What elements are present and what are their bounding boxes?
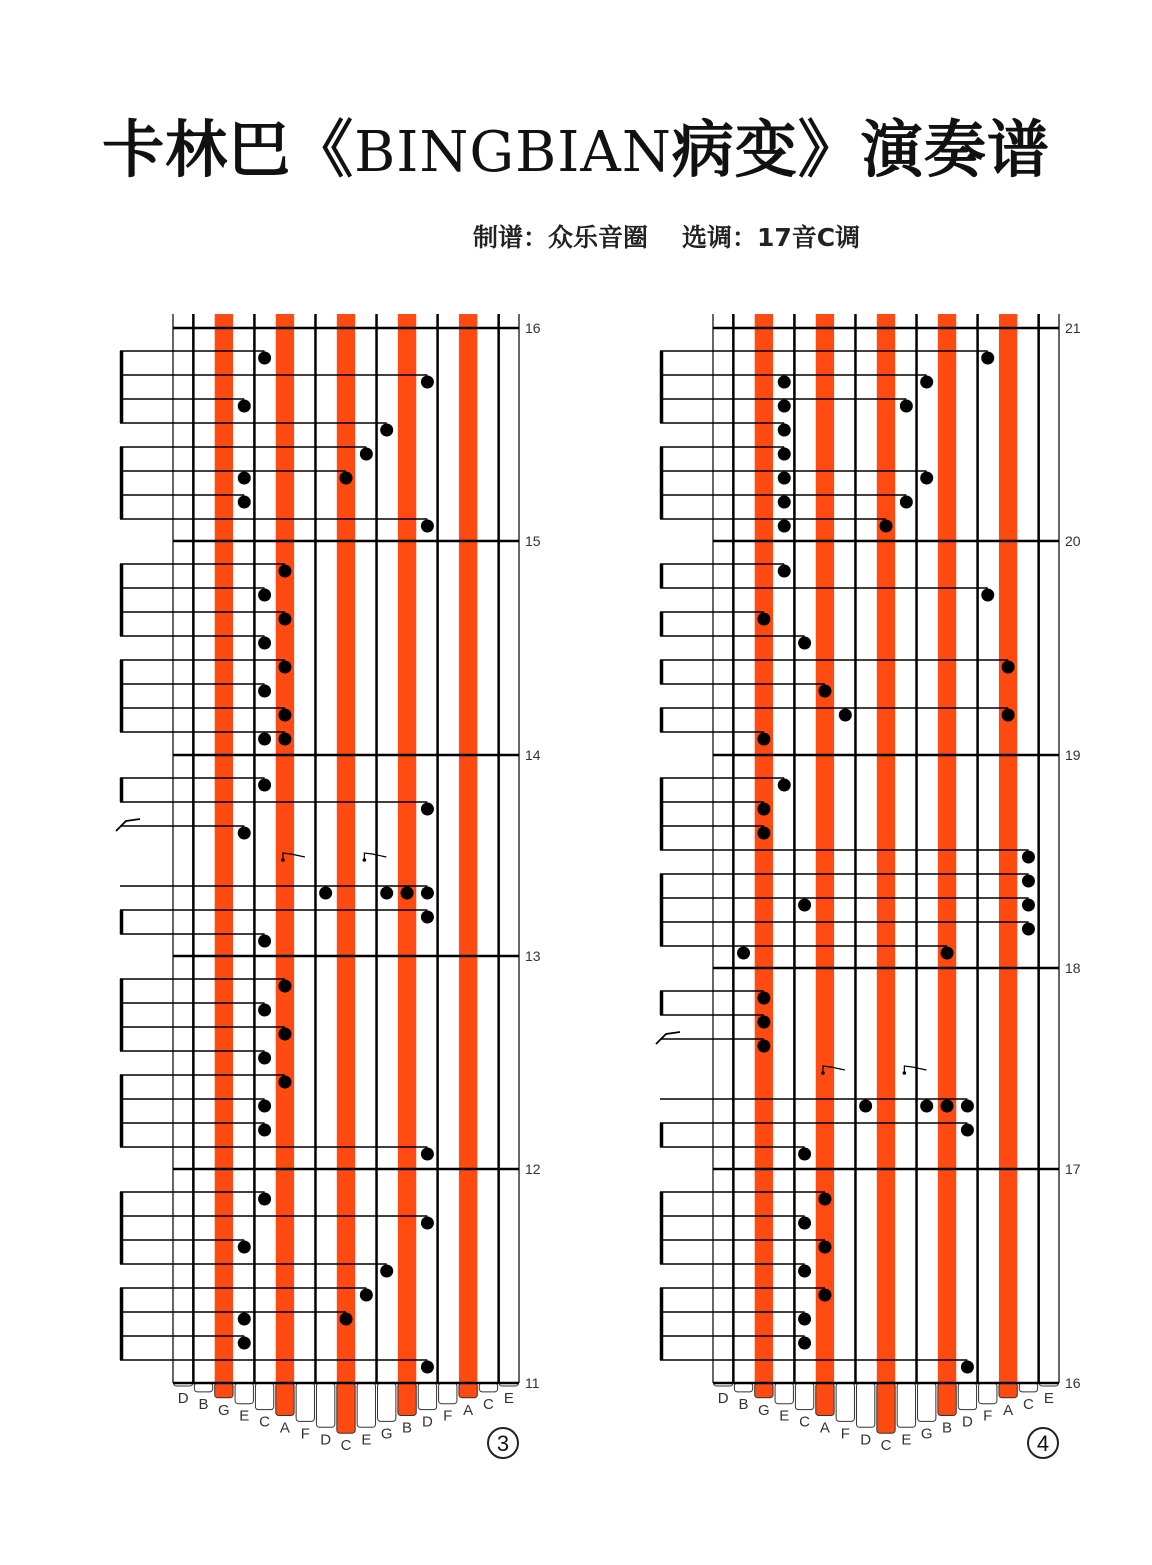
note-dot-c [798,1148,811,1161]
note-dot-b [401,887,414,900]
note-dot-b [941,1100,954,1113]
note-dot-f [981,589,994,602]
note-dot-c [340,1313,353,1326]
tine-key [418,1383,436,1410]
note-dot-c [798,1337,811,1350]
note-dot-c [258,685,271,698]
note-dot-e [238,1313,251,1326]
note-dot-c [258,1193,271,1206]
note-dot-e [778,779,791,792]
tine-key [276,1383,294,1416]
tine-key [938,1383,956,1416]
measure-number: 13 [525,948,541,964]
tab-panel-4 [656,314,1081,1458]
note-dot-c [258,1124,271,1137]
note-dot-e [778,424,791,437]
note-dot-a [278,1028,291,1041]
highlight-tine-bar [816,314,834,1383]
grace-note-icon [656,1032,680,1044]
note-dot-a [278,565,291,578]
ornament-dot [903,1071,907,1075]
note-dot-g [757,1040,770,1053]
tine-label: C [799,1413,811,1431]
measure-number: 16 [525,320,541,336]
note-dot-d [421,1361,434,1374]
note-dot-a [278,709,291,722]
measure-number: 19 [1065,747,1081,763]
tine-label: E [1043,1390,1054,1407]
note-dot-d [421,887,434,900]
measure-number: 17 [1065,1161,1081,1177]
measure-number: 12 [525,1161,541,1177]
note-dot-e [238,827,251,840]
note-dot-g [757,1016,770,1029]
tine-label: C [340,1437,352,1455]
note-dot-c [1022,923,1035,936]
tine-label: G [758,1401,770,1419]
tine-key [296,1383,314,1421]
highlight-tine-bar [755,314,773,1383]
tine-label: A [279,1419,290,1437]
note-dot-g [380,424,393,437]
measure-number: 20 [1065,533,1081,549]
note-dot-a [278,980,291,993]
tine-label: B [402,1419,413,1437]
tine-key [958,1383,976,1410]
tine-key [235,1383,253,1404]
ornament-dot [281,858,285,862]
tine-label: C [1023,1395,1034,1413]
tine-key [479,1383,497,1392]
note-dot-d [961,1100,974,1113]
note-dot-e [778,400,791,413]
tine-label: A [463,1401,474,1419]
tine-key [877,1383,895,1433]
arranger-text: 制谱：众乐音圈 [473,223,649,252]
note-dot-c [798,1313,811,1326]
note-dot-g [757,992,770,1005]
tine-label: F [300,1425,310,1443]
tine-label: E [901,1431,912,1449]
note-dot-e [778,565,791,578]
tine-key [378,1383,396,1421]
note-dot-f [981,352,994,365]
measure-number: 16 [1065,1375,1081,1391]
note-dot-d [421,803,434,816]
highlight-tine-bar [999,314,1017,1383]
tine-label: C [483,1395,494,1413]
tine-label: F [840,1425,850,1443]
note-dot-e [238,1337,251,1350]
note-dot-c [258,352,271,365]
note-dot-a [1002,709,1015,722]
measure-number: 14 [525,747,541,763]
tine-label: E [361,1431,372,1449]
tine-key [255,1383,273,1410]
tine-key [194,1383,212,1392]
note-dot-d [859,1100,872,1113]
tine-key [734,1383,752,1392]
note-dot-d [421,911,434,924]
tine-key [856,1383,874,1427]
note-dot-e [238,496,251,509]
note-dot-e [360,448,373,461]
tine-key [357,1383,375,1427]
tine-label: B [198,1395,209,1413]
tine-key [337,1383,355,1433]
tine-label: D [860,1431,872,1449]
tab-panel-3 [116,314,541,1458]
note-dot-e [778,520,791,533]
note-dot-c [798,637,811,650]
tine-key [897,1383,915,1427]
page-number: 4 [1036,1431,1050,1456]
page-number: 3 [496,1431,510,1456]
tine-key [398,1383,416,1416]
tine-key [439,1383,457,1404]
tine-key [979,1383,997,1404]
tine-key [459,1383,477,1398]
note-dot-g [757,803,770,816]
note-dot-e [900,400,913,413]
tine-key [755,1383,773,1398]
tine-label: E [503,1390,514,1407]
highlight-tine-bar [459,314,477,1383]
note-dot-c [798,899,811,912]
highlight-tine-bar [938,314,956,1383]
note-dot-e [778,376,791,389]
note-dot-c [798,1217,811,1230]
tine-label: A [819,1419,830,1437]
title-prefix: 卡林巴《 [102,113,355,186]
tine-key [836,1383,854,1421]
ornament-dot [821,1071,825,1075]
note-dot-d [421,1217,434,1230]
tine-label: B [942,1419,953,1437]
note-dot-f [839,709,852,722]
note-dot-c [258,733,271,746]
note-dot-g [920,376,933,389]
tine-label: A [1003,1401,1014,1419]
note-dot-c [258,1052,271,1065]
tine-label: D [717,1390,729,1407]
tine-label: B [738,1395,749,1413]
note-dot-a [278,1076,291,1089]
note-dot-e [778,448,791,461]
tine-key [816,1383,834,1416]
tine-key [316,1383,334,1427]
note-dot-e [238,1241,251,1254]
measure-number: 11 [525,1375,540,1391]
note-dot-b [737,947,750,960]
tine-key [795,1383,813,1410]
note-dot-d [421,1148,434,1161]
note-dot-c [340,472,353,485]
tine-label: D [177,1390,189,1407]
measure-number: 21 [1065,320,1081,336]
tine-key [215,1383,233,1398]
note-dot-e [778,472,791,485]
tine-label: F [443,1407,453,1425]
note-dot-a [278,613,291,626]
note-dot-g [757,613,770,626]
note-dot-c [258,637,271,650]
note-dot-a [818,685,831,698]
measure-number: 15 [525,533,541,549]
note-dot-e [900,496,913,509]
note-dot-g [757,733,770,746]
highlight-tine-bar [877,314,895,1383]
grace-note-icon [116,819,140,831]
tine-key [1019,1383,1037,1392]
title-suffix: 病变》演奏谱 [671,113,1050,186]
note-dot-c [880,520,893,533]
note-dot-c [798,1265,811,1278]
note-dot-c [1022,875,1035,888]
tine-label: D [320,1431,332,1449]
note-dot-a [818,1241,831,1254]
note-dot-g [920,472,933,485]
ornament-dot [363,858,367,862]
tine-label: G [920,1425,933,1443]
note-dot-g [380,1265,393,1278]
note-dot-a [1002,661,1015,674]
note-dot-d [421,376,434,389]
note-dot-b [941,947,954,960]
note-dot-c [258,935,271,948]
note-dot-d [961,1361,974,1374]
tine-label: E [779,1407,790,1425]
highlight-tine-bar [398,314,416,1383]
note-dot-a [278,661,291,674]
note-dot-g [757,827,770,840]
note-dot-d [421,520,434,533]
note-dot-g [920,1100,933,1113]
highlight-tine-bar [276,314,294,1383]
tine-label: E [239,1407,250,1425]
note-dot-c [258,1004,271,1017]
note-dot-c [1022,899,1035,912]
note-dot-c [258,589,271,602]
note-dot-c [258,1100,271,1113]
tine-key [918,1383,936,1421]
tine-label: D [961,1413,973,1431]
tine-label: C [880,1437,892,1455]
title-latin: BINGBIAN [354,120,672,185]
key-text: 选调：17音C调 [682,223,861,252]
tine-label: G [380,1425,393,1443]
note-dot-c [258,779,271,792]
tine-label: D [421,1413,433,1431]
measure-number: 18 [1065,960,1081,976]
tine-label: C [259,1413,271,1431]
tine-key [775,1383,793,1404]
tine-label: F [983,1407,993,1425]
note-dot-a [818,1289,831,1302]
note-dot-e [360,1289,373,1302]
note-dot-d [319,887,332,900]
tine-label: G [218,1401,230,1419]
note-dot-e [238,400,251,413]
note-dot-a [818,1193,831,1206]
note-dot-d [961,1124,974,1137]
note-dot-e [238,472,251,485]
highlight-tine-bar [215,314,233,1383]
note-dot-g [380,887,393,900]
note-dot-a [278,733,291,746]
note-dot-c [1022,851,1035,864]
tine-key [999,1383,1017,1398]
note-dot-e [778,496,791,509]
